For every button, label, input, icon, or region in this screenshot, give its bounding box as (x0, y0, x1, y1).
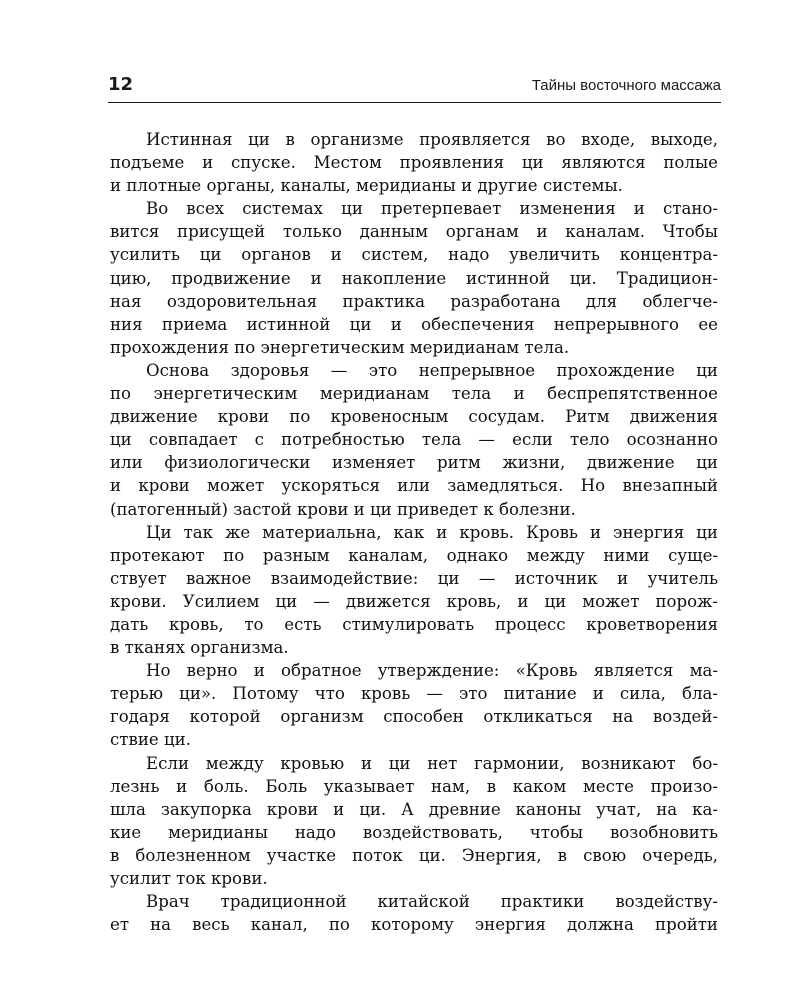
paragraph (110, 890, 718, 936)
text-line: и плотные органы, каналы, меридианы и другие системы. (110, 176, 623, 196)
text-line: ствует важное взаимодействие: ци — источник и учитель (110, 568, 718, 588)
text-line: и крови может ускоряться или замедляться. Но внезапный (110, 476, 718, 496)
text-line: усилить ци органов и систем, надо увеличить концентра- (110, 245, 718, 265)
text-line: Основа здоровья — это непрерывное прохождение ци (146, 360, 718, 380)
text-line: Врач традиционной китайской практики воздейству- (146, 892, 718, 912)
text-line: Во всех системах ци претерпевает изменения и стано- (146, 199, 718, 219)
paragraph (110, 197, 718, 359)
text-line: шла закупорка крови и ци. А древние каноны учат, на ка- (110, 799, 718, 819)
paragraph (110, 128, 718, 197)
text-line: усилит ток крови. (110, 869, 268, 888)
text-line: ствие ци. (110, 730, 191, 750)
text-line: терью ци». Потому что кровь — это питание и сила, бла- (110, 684, 718, 704)
text-line: Истинная ци в организме проявляется во входе, выходе, (146, 130, 718, 149)
text-line: по энергетическим меридианам тела и беспрепятственное (110, 384, 718, 404)
text-line: Но верно и обратное утверждение: «Кровь является ма- (146, 661, 718, 681)
paragraph (110, 752, 718, 891)
text-line: Ци так же материальна, как и кровь. Кровь и энергия ци (146, 522, 718, 542)
running-title: Тайны восточного массажа (531, 77, 721, 94)
header-rule (108, 102, 721, 103)
text-line: в болезненном участке поток ци. Энергия, в свою очередь, (110, 845, 718, 865)
text-line: ния приема истинной ци и обеспечения непрерывного ее (110, 314, 718, 334)
text-line: ная оздоровительная практика разработана для облегче- (110, 291, 718, 311)
text-line: или физиологически изменяет ритм жизни, движение ци (110, 453, 718, 473)
text-line: годаря которой организм способен откликаться на воздей- (110, 707, 718, 727)
text-line: (патогенный) застой крови и ци приведет к болезни. (110, 499, 576, 519)
text-line: Если между кровью и ци нет гармонии, возникают бо- (146, 753, 718, 773)
text-line: подъеме и спуске. Местом проявления ци являются полые (110, 153, 718, 173)
text-line: цию, продвижение и накопление истинной ци. Традицион- (110, 268, 718, 288)
text-line: вится присущей только данным органам и каналам. Чтобы (110, 222, 718, 242)
text-line: в тканях организма. (110, 638, 289, 658)
text-line: лезнь и боль. Боль указывает нам, в каком месте произо- (110, 776, 718, 796)
body-text (110, 128, 718, 936)
text-line: ет на весь канал, по которому энергия должна пройти (110, 915, 718, 935)
paragraph (110, 659, 718, 751)
page-header (108, 74, 721, 100)
paragraph (110, 521, 718, 660)
page-number: 12 (108, 74, 134, 95)
text-line: дать кровь, то есть стимулировать процесс кроветворения (110, 614, 718, 634)
paragraph (110, 359, 718, 521)
text-line: ци совпадает с потребностью тела — если тело осознанно (110, 430, 718, 450)
text-line: движение крови по кровеносным сосудам. Ритм движения (110, 407, 718, 427)
text-line: кие меридианы надо воздействовать, чтобы возобновить (110, 822, 718, 842)
text-line: протекают по разным каналам, однако между ними суще- (110, 545, 718, 565)
text-line: крови. Усилием ци — движется кровь, и ци может порож- (110, 591, 718, 611)
text-line: прохождения по энергетическим меридианам тела. (110, 337, 570, 357)
